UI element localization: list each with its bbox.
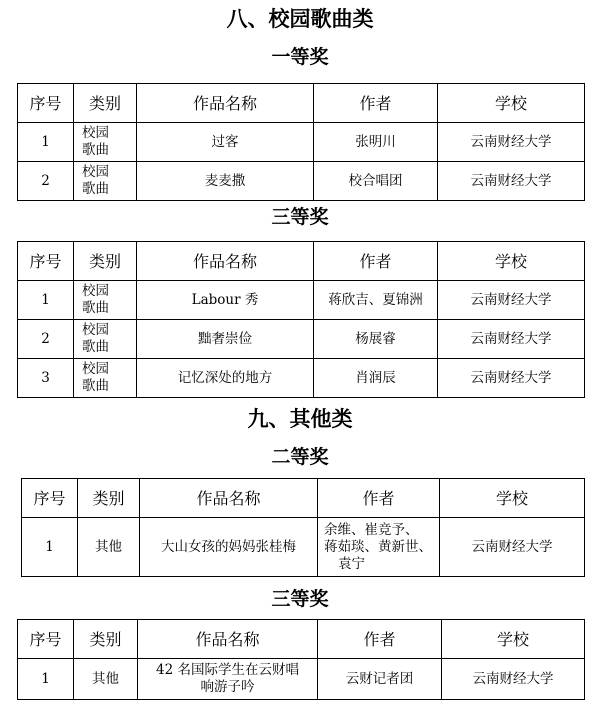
header-category: 类别: [74, 84, 137, 123]
cell-index: 2: [18, 320, 74, 359]
cell-index: 3: [18, 359, 74, 398]
cell-school: 云南财经大学: [442, 659, 585, 700]
header-work-name: 作品名称: [138, 620, 318, 659]
cell-category: [74, 281, 137, 320]
table-row: [22, 518, 585, 577]
cell-work-name: 记忆深处的地方: [137, 359, 314, 398]
cell-index: 1: [18, 659, 74, 700]
cell-school: 云南财经大学: [438, 320, 585, 359]
table-other-third-prize: [17, 619, 585, 700]
cell-school: 云南财经大学: [438, 162, 585, 201]
award-heading-third-prize: 三等奖: [271, 206, 329, 228]
category-line-2: 歌曲: [82, 339, 109, 355]
cell-work-name: 麦麦撒: [137, 162, 314, 201]
cell-author: 蒋欣吉、夏锦洲: [314, 281, 438, 320]
author-line-3: 袁宁: [338, 555, 365, 572]
category-line-1: 校园: [82, 322, 109, 338]
category-line-2: 歌曲: [82, 378, 109, 394]
cell-work-name: Labour 秀: [137, 281, 314, 320]
cell-index: 1: [18, 123, 74, 162]
table-row: [18, 359, 585, 398]
cell-category: [74, 162, 137, 201]
header-school: 学校: [438, 242, 585, 281]
author-line-1: 余维、崔竞予、: [324, 521, 419, 538]
cell-index: 1: [22, 518, 78, 577]
cell-category: 其他: [78, 518, 140, 577]
header-author: 作者: [318, 479, 440, 518]
cell-author: [318, 518, 440, 577]
header-category: 类别: [74, 242, 137, 281]
work-line-2: 响游子吟: [200, 679, 255, 695]
cell-category: 其他: [74, 659, 138, 700]
cell-category: [74, 320, 137, 359]
cell-category: [74, 359, 137, 398]
cell-author: 校合唱团: [314, 162, 438, 201]
category-line-2: 歌曲: [82, 142, 109, 158]
header-index: 序号: [18, 84, 74, 123]
work-line-1: 42 名国际学生在云财唱: [156, 662, 299, 678]
cell-school: 云南财经大学: [438, 123, 585, 162]
header-index: 序号: [22, 479, 78, 518]
header-author: 作者: [318, 620, 442, 659]
category-line-1: 校园: [82, 125, 109, 141]
header-school: 学校: [442, 620, 585, 659]
cell-school: 云南财经大学: [438, 281, 585, 320]
cell-work-name: 大山女孩的妈妈张桂梅: [140, 518, 318, 577]
table-header-row: [18, 242, 585, 281]
section-title-other: 九、其他类: [247, 407, 353, 431]
category-line-1: 校园: [82, 283, 109, 299]
header-work-name: 作品名称: [140, 479, 318, 518]
header-author: 作者: [314, 242, 438, 281]
header-index: 序号: [18, 242, 74, 281]
cell-work-name: 过客: [137, 123, 314, 162]
cell-author: 肖润辰: [314, 359, 438, 398]
cell-author: 云财记者团: [318, 659, 442, 700]
cell-index: 2: [18, 162, 74, 201]
category-line-2: 歌曲: [82, 181, 109, 197]
header-category: 类别: [74, 620, 138, 659]
table-other-second-prize: [21, 478, 585, 577]
table-row: [18, 281, 585, 320]
table-campus-third-prize: [17, 241, 585, 398]
cell-school: 云南财经大学: [440, 518, 585, 577]
category-line-2: 歌曲: [82, 300, 109, 316]
table-header-row: [18, 620, 585, 659]
header-category: 类别: [78, 479, 140, 518]
table-campus-first-prize: [17, 83, 585, 201]
header-work-name: 作品名称: [137, 242, 314, 281]
category-line-1: 校园: [82, 164, 109, 180]
header-school: 学校: [440, 479, 585, 518]
cell-work-name: [138, 659, 318, 700]
cell-work-name: 黜奢崇俭: [137, 320, 314, 359]
category-line-1: 校园: [82, 361, 109, 377]
header-author: 作者: [314, 84, 438, 123]
cell-index: 1: [18, 281, 74, 320]
cell-category: [74, 123, 137, 162]
award-heading-third-prize: 三等奖: [271, 588, 329, 610]
cell-school: 云南财经大学: [438, 359, 585, 398]
header-work-name: 作品名称: [137, 84, 314, 123]
table-row: [18, 320, 585, 359]
table-row: [18, 659, 585, 700]
table-row: [18, 123, 585, 162]
award-heading-first-prize: 一等奖: [271, 46, 329, 68]
table-header-row: [22, 479, 585, 518]
header-school: 学校: [438, 84, 585, 123]
header-index: 序号: [18, 620, 74, 659]
table-header-row: [18, 84, 585, 123]
section-title-campus-songs: 八、校园歌曲类: [226, 7, 374, 31]
author-line-2: 蒋茹琰、黄新世、: [324, 538, 432, 555]
table-row: [18, 162, 585, 201]
cell-author: 杨展睿: [314, 320, 438, 359]
cell-author: 张明川: [314, 123, 438, 162]
award-heading-second-prize: 二等奖: [271, 446, 329, 468]
